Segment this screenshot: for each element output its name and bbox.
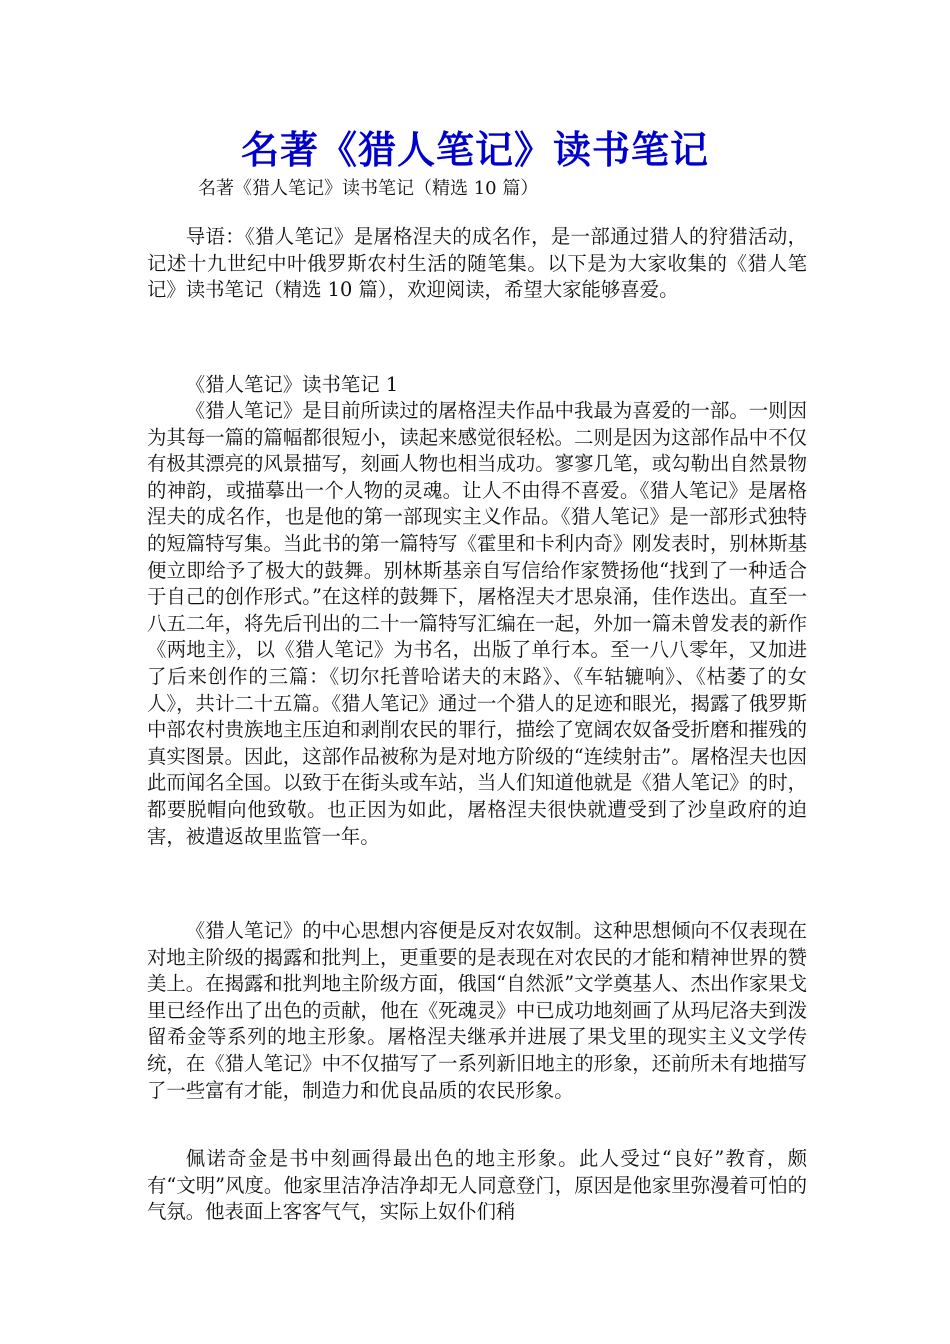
intro-paragraph: 导语：《猎人笔记》是屠格涅夫的成名作，是一部通过猎人的狩猎活动，记述十九世纪中叶俄罗斯农村生活的随笔集。以下是为大家收集的《猎人笔记》读书笔记（精选 10 篇），欢迎阅读，希望大家能够喜爱。 bbox=[147, 225, 807, 302]
document-subtitle: 名著《猎人笔记》读书笔记（精选 10 篇） bbox=[198, 178, 539, 199]
body-paragraph: 《猎人笔记》是目前所读过的屠格涅夫作品中我最为喜爱的一部。一则因为其每一篇的篇幅都很短小，读起来感觉很轻松。二则是因为这部作品中不仅有极其漂亮的风景描写，刻画人物也相当成功。寥寥几笔，或勾勒出自然景物的神韵，或描摹出一个人物的灵魂。让人不由得不喜爱。《猎人笔记》是屠格涅夫的成名作，也是他的第一部现实主义作品。《猎人笔记》是一部形式独特的短篇特写集。当此书的第一篇特写《霍里和卡利内奇》刚发表时，别林斯基便立即给予了极大的鼓舞。别林斯基亲自写信给作家赞扬他“找到了一种适合于自己的创作形式。”在这样的鼓舞下，屠格涅夫才思泉涌，佳作迭出。直至一八五二年，将先后刊出的二十一篇特写汇编在一起，外加一篇未曾发表的新作《两地主》，以《猎人笔记》为书名，出版了单行本。至一八八零年，又加进了后来创作的三篇：《切尔托普哈诺夫的末路》、《车轱辘响》、《枯萎了的女人》，共计二十五篇。《猎人笔记》通过一个猎人的足迹和眼光，揭露了俄罗斯中部农村贵族地主压迫和剥削农民的罪行，描绘了宽阔农奴备受折磨和摧残的真实图景。因此，这部作品被称为是对地方阶级的“连续射击”。屠格涅夫也因此而闻名全国。以致于在街头或车站，当人们知道他就是《猎人笔记》的时，都要脱帽向他致敬。也正因为如此，屠格涅夫很快就遭受到了沙皇政府的迫害，被遣返故里监管一年。 bbox=[147, 399, 807, 848]
body-paragraph: 佩诺奇金是书中刻画得最出色的地主形象。此人受过“良好”教育，颇有“文明”风度。他家里洁净洁净却无人同意登门，原因是他家里弥漫着可怕的气氛。他表面上客客气气，实际上奴仆们稍 bbox=[147, 1147, 807, 1224]
body-paragraph: 《猎人笔记》的中心思想内容便是反对农奴制。这种思想倾向不仅表现在对地主阶级的揭露和批判上，更重要的是表现在对农民的才能和精神世界的赞美上。在揭露和批判地主阶级方面，俄国“自然派”文学奠基人、杰出作家果戈里已经作出了出色的贡献，他在《死魂灵》中已成功地刻画了从玛尼洛夫到泼留希金等系列的地主形象。屠格涅夫继承并进展了果戈里的现实主义文学传统，在《猎人笔记》中不仅描写了一系列新旧地主的形象，还前所未有地描写了一些富有才能，制造力和优良品质的农民形象。 bbox=[147, 919, 807, 1102]
section-heading: 《猎人笔记》读书笔记 1 bbox=[185, 373, 399, 396]
document-title: 名著《猎人笔记》读书笔记 bbox=[240, 127, 709, 172]
